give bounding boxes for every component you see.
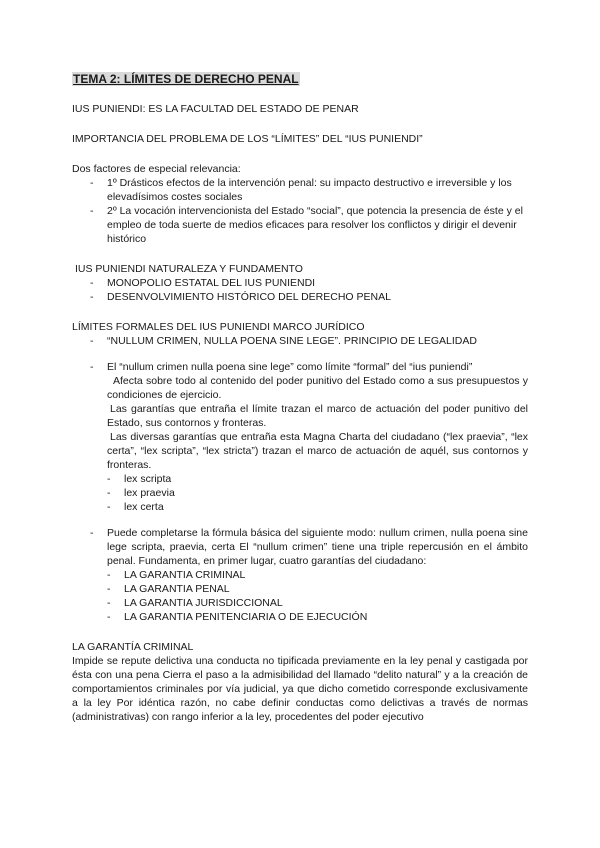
limites-list [72,334,528,348]
naturaleza-list [72,276,528,304]
sublist-item: - LA GARANTIA PENAL [72,582,528,596]
sublist-item: - lex scripta [72,472,528,486]
list-item: - MONOPOLIO ESTATAL DEL IUS PUNIENDI [72,276,528,290]
criminal-heading: LA GARANTÍA CRIMINAL [72,641,194,653]
document-title: TEMA 2: LÍMITES DE DERECHO PENAL [73,72,299,86]
factors-list [72,176,528,246]
limites-section [72,320,528,624]
item2-paragraph: Afecta sobre todo al contenido del poder punitivo del Estado como a sus presupuestos y condiciones de ejercicio. [107,375,528,401]
list-item: - 1º Drásticos efectos de la intervención penal: su impacto destructivo e irreversible y los elevadísimos costes sociales [72,176,528,204]
document-page [72,72,528,724]
sublist-item: - lex praevia [72,486,528,500]
list-item: - 2º La vocación intervencionista del Estado “social”, que potencia la presencia de éste y el empleo de toda suerte de medios eficaces para resolver los conflictos y dirigir el devenir histórico [72,204,528,246]
criminal-section [72,640,528,724]
factors-section [72,162,528,246]
definition-line: IUS PUNIENDI: ES LA FACULTAD DEL ESTADO DE PENAR [72,103,359,115]
item2-paragraph: Las garantías que entraña el límite trazan el marco de actuación del poder punitivo del Estado, sus contornos y fronteras. [107,403,528,429]
item2-paragraph: Las diversas garantías que entraña esta Magna Charta del ciudadano (“lex praevia”, “lex certa”, “lex scripta”, “lex stricta”) trazan el marco de actuación de aquél, sus contornos y fronteras. [107,431,528,471]
naturaleza-section [72,262,528,304]
criminal-text: Impide se repute delictiva una conducta no tipificada previamente en la ley penal y castigada por ésta con una pena Cierra el paso a la admisibilidad del llamado “delito natural” y a la creación de comportamientos criminales por vía judicial, ya que dicho cometido corresponde exclusivamente a la ley Por idéntica razón, no cabe definir conductas como delictivas a través de normas (administrativas) con rango inferior a la ley, procedentes del poder ejecutivo [72,655,528,723]
sublist-item: - LA GARANTIA CRIMINAL [72,568,528,582]
list-item [72,360,528,472]
lex-sublist [72,472,528,514]
item2-title: - El “nullum crimen nulla poena sine lege” como límite “formal” del “ius puniendi” [107,361,473,373]
sublist-item: - LA GARANTIA JURISDICCIONAL [72,596,528,610]
importance-heading: IMPORTANCIA DEL PROBLEMA DE LOS “LÍMITES” DEL “IUS PUNIENDI” [72,133,423,145]
naturaleza-heading: IUS PUNIENDI NATURALEZA Y FUNDAMENTO [75,263,303,275]
factors-intro: Dos factores de especial relevancia: [72,163,241,175]
list-item: - Puede completarse la fórmula básica del siguiente modo: nullum crimen, nulla poena sine lege scripta, praevia, certa El “nullum crimen” tiene una triple repercusión en el ámbito penal. Fundamenta, en primer lugar, cuatro garantías del ciudadano: [72,526,528,568]
list-item: - “NULLUM CRIMEN, NULLA POENA SINE LEGE”. PRINCIPIO DE LEGALIDAD [72,334,528,348]
limites-heading: LÍMITES FORMALES DEL IUS PUNIENDI MARCO JURÍDICO [72,321,365,333]
garantias-sublist [72,568,528,624]
sublist-item: - lex certa [72,500,528,514]
sublist-item: - LA GARANTIA PENITENCIARIA O DE EJECUCIÓN [72,610,528,624]
list-item: - DESENVOLVIMIENTO HISTÓRICO DEL DERECHO PENAL [72,290,528,304]
